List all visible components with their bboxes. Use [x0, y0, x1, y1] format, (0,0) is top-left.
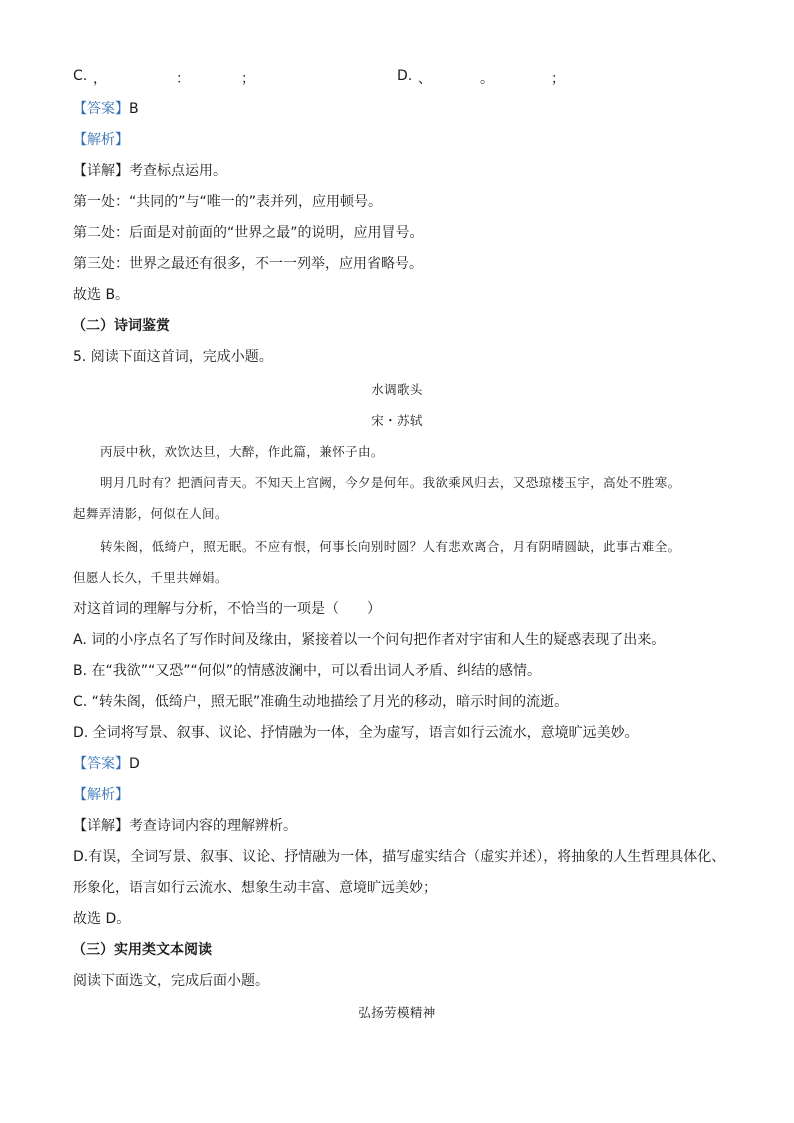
poem-title: 水调歌头	[371, 382, 423, 397]
q5-option-c: C. “转朱阁，低绮户，照无眠”准确生动地描绘了月光的移动，暗示时间的流逝。	[73, 694, 569, 710]
q4-answer	[73, 100, 139, 118]
detail-text: 考查诗词内容的理解辨析。	[129, 818, 297, 834]
option-c-mark-2: ：	[176, 71, 190, 87]
detail-tag: 【详解】	[73, 818, 129, 834]
answer-value: D	[129, 756, 140, 772]
q5-option-b: B. 在“我欲”“又恐”“何似”的情感波澜中，可以看出词人矛盾、纠结的感情。	[73, 663, 542, 679]
section3-intro: 阅读下面选文，完成后面小题。	[73, 973, 269, 989]
detail-tag: 【详解】	[73, 163, 129, 179]
q5-detail	[73, 817, 297, 835]
q5-stem: 5. 阅读下面这首词，完成小题。	[73, 349, 273, 365]
option-d-mark-3: ；	[551, 71, 565, 87]
option-c-label: C.	[73, 68, 88, 84]
q4-explain-line: 故选 B。	[73, 287, 130, 303]
q5-answer	[73, 755, 140, 773]
poem-line: 但愿人长久，千里共婵娟。	[73, 570, 228, 585]
q5-option-a: A. 词的小序点名了写作时间及缘由，紧接着以一个问句把作者对宇宙和人生的疑惑表现了出来。	[73, 632, 666, 648]
option-c-mark-3: ；	[241, 71, 255, 87]
q4-analysis-tag: 【解析】	[73, 132, 129, 148]
answer-tag: 【答案】	[73, 101, 129, 117]
q5-explain-line: D.有误，全词写景、叙事、议论、抒情融为一体，描写虚实结合（虚实并述），将抽象的人生哲理具体化、	[73, 849, 726, 865]
answer-tag: 【答案】	[73, 756, 129, 772]
q5-analysis-tag: 【解析】	[73, 787, 129, 803]
poem-author: 宋・苏轼	[371, 413, 423, 428]
q5-question: 对这首词的理解与分析，不恰当的一项是（ ）	[73, 601, 381, 617]
poem-line: 明月几时有？把酒问青天。不知天上宫阙，今夕是何年。我欲乘风归去，又恐琼楼玉宇，高处不胜寒。	[100, 475, 681, 490]
q5-explain-line: 形象化，语言如行云流水、想象生动丰富、意境旷远美妙；	[73, 880, 437, 896]
section-heading-practical: （三）实用类文本阅读	[72, 942, 212, 958]
detail-text: 考查标点运用。	[129, 163, 227, 179]
article-title: 弘扬劳模精神	[358, 1005, 436, 1020]
poem-preface: 丙辰中秋，欢饮达旦，大醉，作此篇，兼怀子由。	[100, 444, 384, 459]
section-heading-poetry: （二）诗词鉴赏	[72, 318, 170, 334]
option-c-mark-1: ，	[93, 71, 107, 87]
q5-explain-line: 故选 D。	[73, 911, 131, 927]
option-d-label: D.	[397, 68, 413, 84]
poem-line: 转朱阁，低绮户，照无眠。不应有恨，何事长向别时圆？人有悲欢离合，月有阴晴圆缺，此事古难全。	[100, 539, 681, 554]
q5-option-d: D. 全词将写景、叙事、议论、抒情融为一体，全为虚写，语言如行云流水，意境旷远美妙。	[73, 725, 639, 741]
q4-explain-line: 第三处：世界之最还有很多，不一一列举，应用省略号。	[73, 256, 423, 272]
poem-line: 起舞弄清影，何似在人间。	[73, 506, 228, 521]
option-d-mark-1: 、	[418, 71, 432, 87]
q4-explain-line: 第一处：“共同的”与“唯一的”表并列，应用顿号。	[73, 194, 383, 210]
q4-explain-line: 第二处：后面是对前面的“世界之最”的说明，应用冒号。	[73, 225, 424, 241]
q4-detail	[73, 162, 227, 180]
option-d-mark-2: 。	[480, 71, 494, 87]
answer-value: B	[129, 101, 139, 117]
